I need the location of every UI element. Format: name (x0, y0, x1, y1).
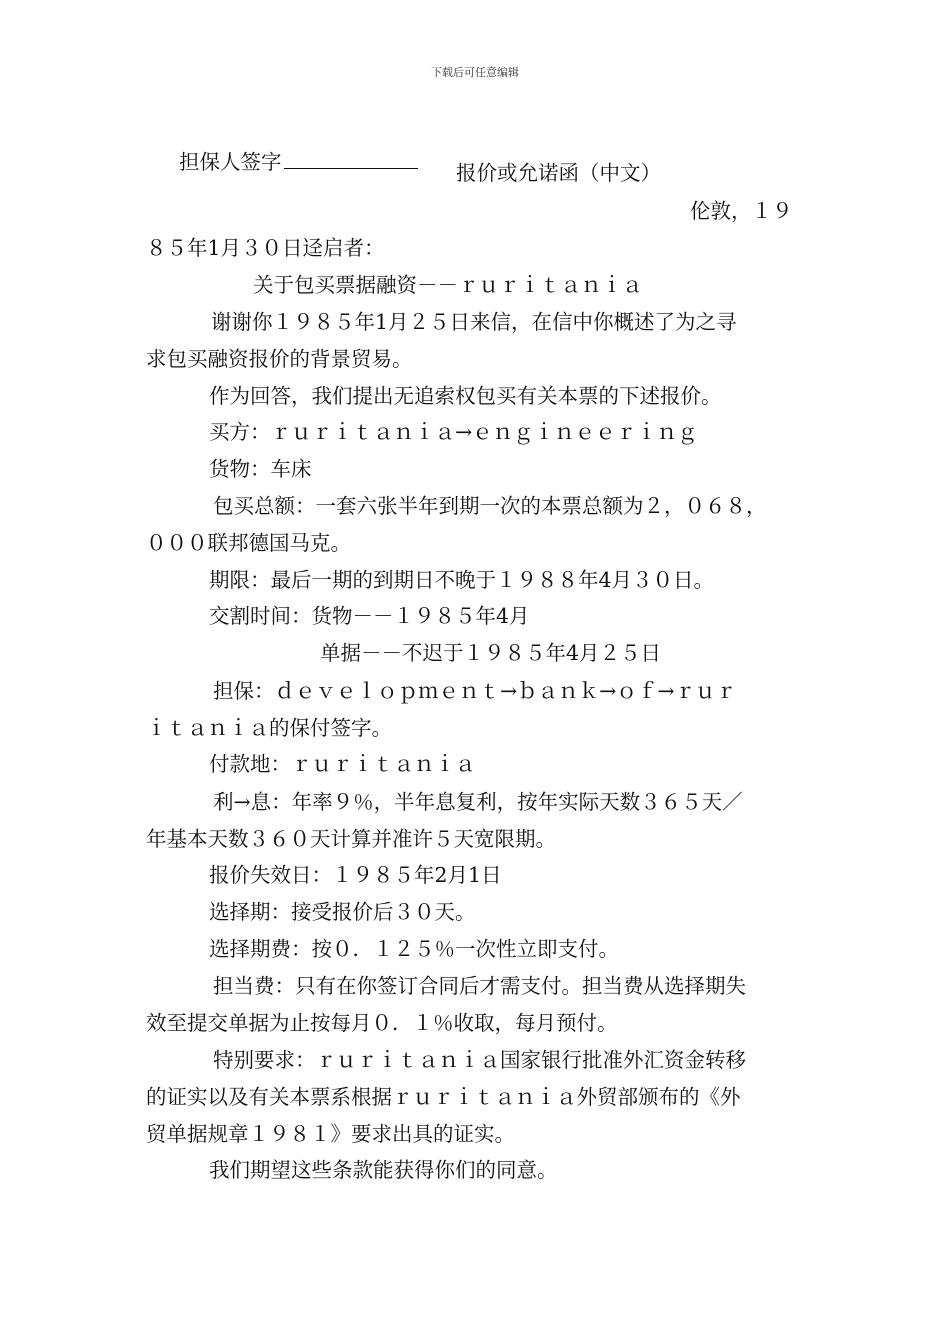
goods-line: 货物：车床 (209, 457, 312, 481)
letter-title: 报价或允诺函（中文） (456, 161, 661, 185)
header-note: 下载后可任意编辑 (431, 66, 519, 79)
closing-line: 我们期望这些条款能获得你们的同意。 (209, 1158, 558, 1182)
amount-line-1: 包买总额：一套六张半年到期一次的本票总额为２，０６８， (213, 494, 767, 518)
commitment-fee-line-2: 效至提交单据为止按每月０．１％收取，每月预付。 (146, 1011, 618, 1035)
special-requirement-line-3: 贸单据规章１９８１》要求出具的证实。 (146, 1122, 515, 1146)
signature-row (166, 126, 418, 174)
date-line-part1: 伦敦，１９ (690, 199, 793, 223)
special-requirement-line-2: 的证实以及有关本票系根据ｒｕｒｉｔａｎｉａ外贸部颁布的《外 (146, 1085, 741, 1109)
interest-line-2: 年基本天数３６０天计算并准许５天宽限期。 (146, 827, 556, 851)
paragraph-1-line-2: 求包买融资报价的背景贸易。 (146, 347, 413, 371)
date-line-part2: ８５年1月３０日迳启者： (146, 236, 385, 260)
commitment-fee-line-1: 担当费：只有在你签订合同后才需支付。担当费从选择期失 (213, 974, 746, 998)
buyer-line: 买方：ｒｕｒｉｔａｎｉａ→ｅｎｇｉｎｅｅｒｉｎｇ (209, 420, 698, 444)
option-fee-line: 选择期费：按０．１２５％一次性立即支付。 (209, 937, 619, 961)
option-period-line: 选择期：接受报价后３０天。 (209, 900, 476, 924)
interest-line-1: 利→息：年率９％，半年息复利，按年实际天数３６５天／ (213, 790, 743, 814)
guarantee-line-1: 担保：ｄｅｖｅｌｏｐｍｅｎｔ→ｂａｎｋ→ｏｆ→ｒｕｒ (213, 679, 737, 703)
paragraph-1-line-1: 谢谢你１９８５年1月２５日来信，在信中你概述了为之寻 (211, 310, 737, 334)
signature-label: 担保人签字 (179, 150, 282, 174)
guarantee-line-2: ｉｔａｎｉａ的保付签字。 (146, 716, 392, 740)
expiry-line: 报价失效日：１９８５年2月1日 (209, 863, 502, 887)
amount-line-2: ０００联邦德国马克。 (146, 531, 351, 555)
signature-blank-line (284, 150, 418, 169)
term-line: 期限：最后一期的到期日不晚于１９８８年4月３０日。 (209, 568, 715, 592)
special-requirement-line-1: 特别要求：ｒｕｒｉｔａｎｉａ国家银行批准外汇资金转移 (213, 1048, 746, 1072)
paragraph-2: 作为回答，我们提出无追索权包买有关本票的下述报价。 (209, 384, 722, 408)
payment-place-line: 付款地：ｒｕｒｉｔａｎｉａ (209, 752, 476, 776)
subject-line: 关于包买票据融资－－ｒｕｒｉｔａｎｉａ (253, 273, 643, 297)
delivery-line-2: 单据－－不迟于１９８５年4月２５日 (320, 641, 662, 665)
delivery-line-1: 交割时间：货物－－１９８５年4月 (209, 604, 530, 628)
